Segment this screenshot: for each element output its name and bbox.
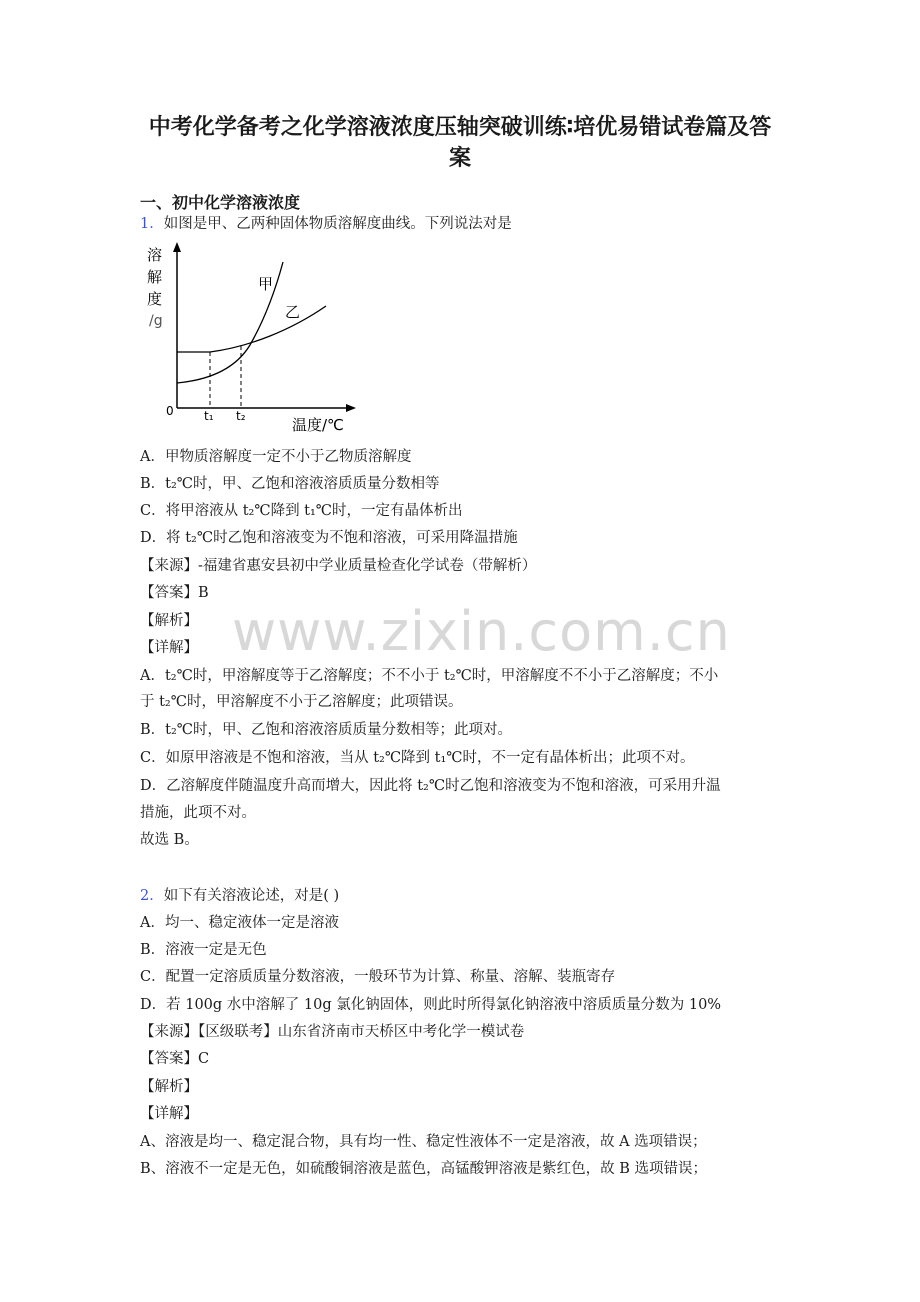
q1-option-b: B．t₂℃时，甲、乙饱和溶液溶质质量分数相等 [140, 476, 440, 492]
question-text: 如下有关溶液论述，对是( ) [163, 888, 340, 904]
solubility-curve-figure [140, 240, 360, 436]
x-axis-label: 温度/℃ [292, 416, 344, 434]
q2-option-c: C．配置一定溶质质量分数溶液，一般环节为计算、称量、溶解、装瓶寄存 [140, 969, 616, 985]
t2-label: t₂ [236, 409, 246, 423]
q2-option-d: D．若 100g 水中溶解了 10g 氯化钠固体，则此时所得氯化钠溶液中溶质质量分数为 10% [140, 997, 722, 1013]
section-heading: 一、初中化学溶液浓度 [140, 193, 301, 212]
q1-detail-line-1: A．t₂℃时，甲溶解度等于乙溶解度；不不小于 t₂℃时，甲溶解度不不小于乙溶解度；不小 [140, 668, 719, 684]
q2-option-b: B．溶液一定是无色 [140, 942, 267, 958]
q1-detail-line-3: B．t₂℃时，甲、乙饱和溶液溶质质量分数相等；此项对。 [140, 722, 513, 738]
title-line-1: 中考化学备考之化学溶液浓度压轴突破训练∶培优易错试卷篇及答 [148, 115, 772, 140]
q1-detail-line-6: 措施，此项不对。 [140, 805, 256, 821]
q1-detail-line-4: C．如原甲溶液是不饱和溶液，当从 t₂℃降到 t₁℃时，不一定有晶体析出；此项不对。 [140, 750, 695, 766]
x-axis-arrow [346, 404, 356, 412]
origin-label: 0 [166, 404, 174, 418]
q1-detail-line-5: D．乙溶解度伴随温度升高而增大，因此将 t₂℃时乙饱和溶液变为不饱和溶液，可采用升温 [140, 778, 721, 794]
watermark: www.zixin.com.cn [232, 600, 731, 663]
q1-option-a: A．甲物质溶解度一定不小于乙物质溶解度 [140, 449, 412, 465]
q1-option-c: C．将甲溶液从 t₂℃降到 t₁℃时，一定有晶体析出 [140, 503, 463, 519]
question-1-stem [140, 214, 512, 234]
question-text: 如图是甲、乙两种固体物质溶解度曲线。下列说法对是 [163, 216, 512, 232]
title-line-2: 案 [448, 146, 471, 171]
q1-analysis-label: 【解析】 [140, 613, 198, 629]
question-number: 2． [140, 888, 164, 904]
question-number: 1． [140, 216, 164, 232]
q1-option-d: D．将 t₂℃时乙饱和溶液变为不饱和溶液，可采用降温措施 [140, 530, 518, 546]
q1-detail-line-2: 于 t₂℃时，甲溶解度不小于乙溶解度；此项错误。 [140, 694, 463, 710]
q2-detail-line-2: B、溶液不一定是无色，如硫酸铜溶液是蓝色，高锰酸钾溶液是紫红色，故 B 选项错误； [140, 1161, 708, 1177]
q2-detail-line-1: A、溶液是均一、稳定混合物，具有均一性、稳定性液体不一定是溶液，故 A 选项错误； [140, 1134, 707, 1150]
curve-yi [177, 306, 326, 352]
curve-jia-label: 甲 [258, 275, 274, 293]
q1-answer: 【答案】B [140, 585, 209, 601]
q1-detail-label: 【详解】 [140, 640, 198, 656]
y-axis-arrow [173, 242, 181, 252]
q2-analysis-label: 【解析】 [140, 1079, 198, 1095]
y-label-char-1: 溶 [147, 246, 163, 264]
y-label-char-2: 解 [147, 268, 163, 286]
y-label-char-3: 度 [147, 290, 163, 308]
q1-source: 【来源】-福建省惠安县初中学业质量检查化学试卷（带解析） [140, 558, 537, 574]
t1-label: t₁ [204, 409, 214, 423]
q1-detail-line-7: 故选 B。 [140, 832, 199, 848]
curve-yi-label: 乙 [285, 303, 301, 321]
q2-answer: 【答案】C [140, 1051, 210, 1067]
q2-detail-label: 【详解】 [140, 1106, 198, 1122]
page-title [120, 112, 800, 174]
question-2-stem [140, 886, 339, 906]
y-label-unit: /g [149, 313, 163, 329]
q2-source: 【来源】【区级联考】山东省济南市天桥区中考化学一模试卷 [140, 1024, 525, 1040]
q2-option-a: A．均一、稳定液体一定是溶液 [140, 915, 339, 931]
